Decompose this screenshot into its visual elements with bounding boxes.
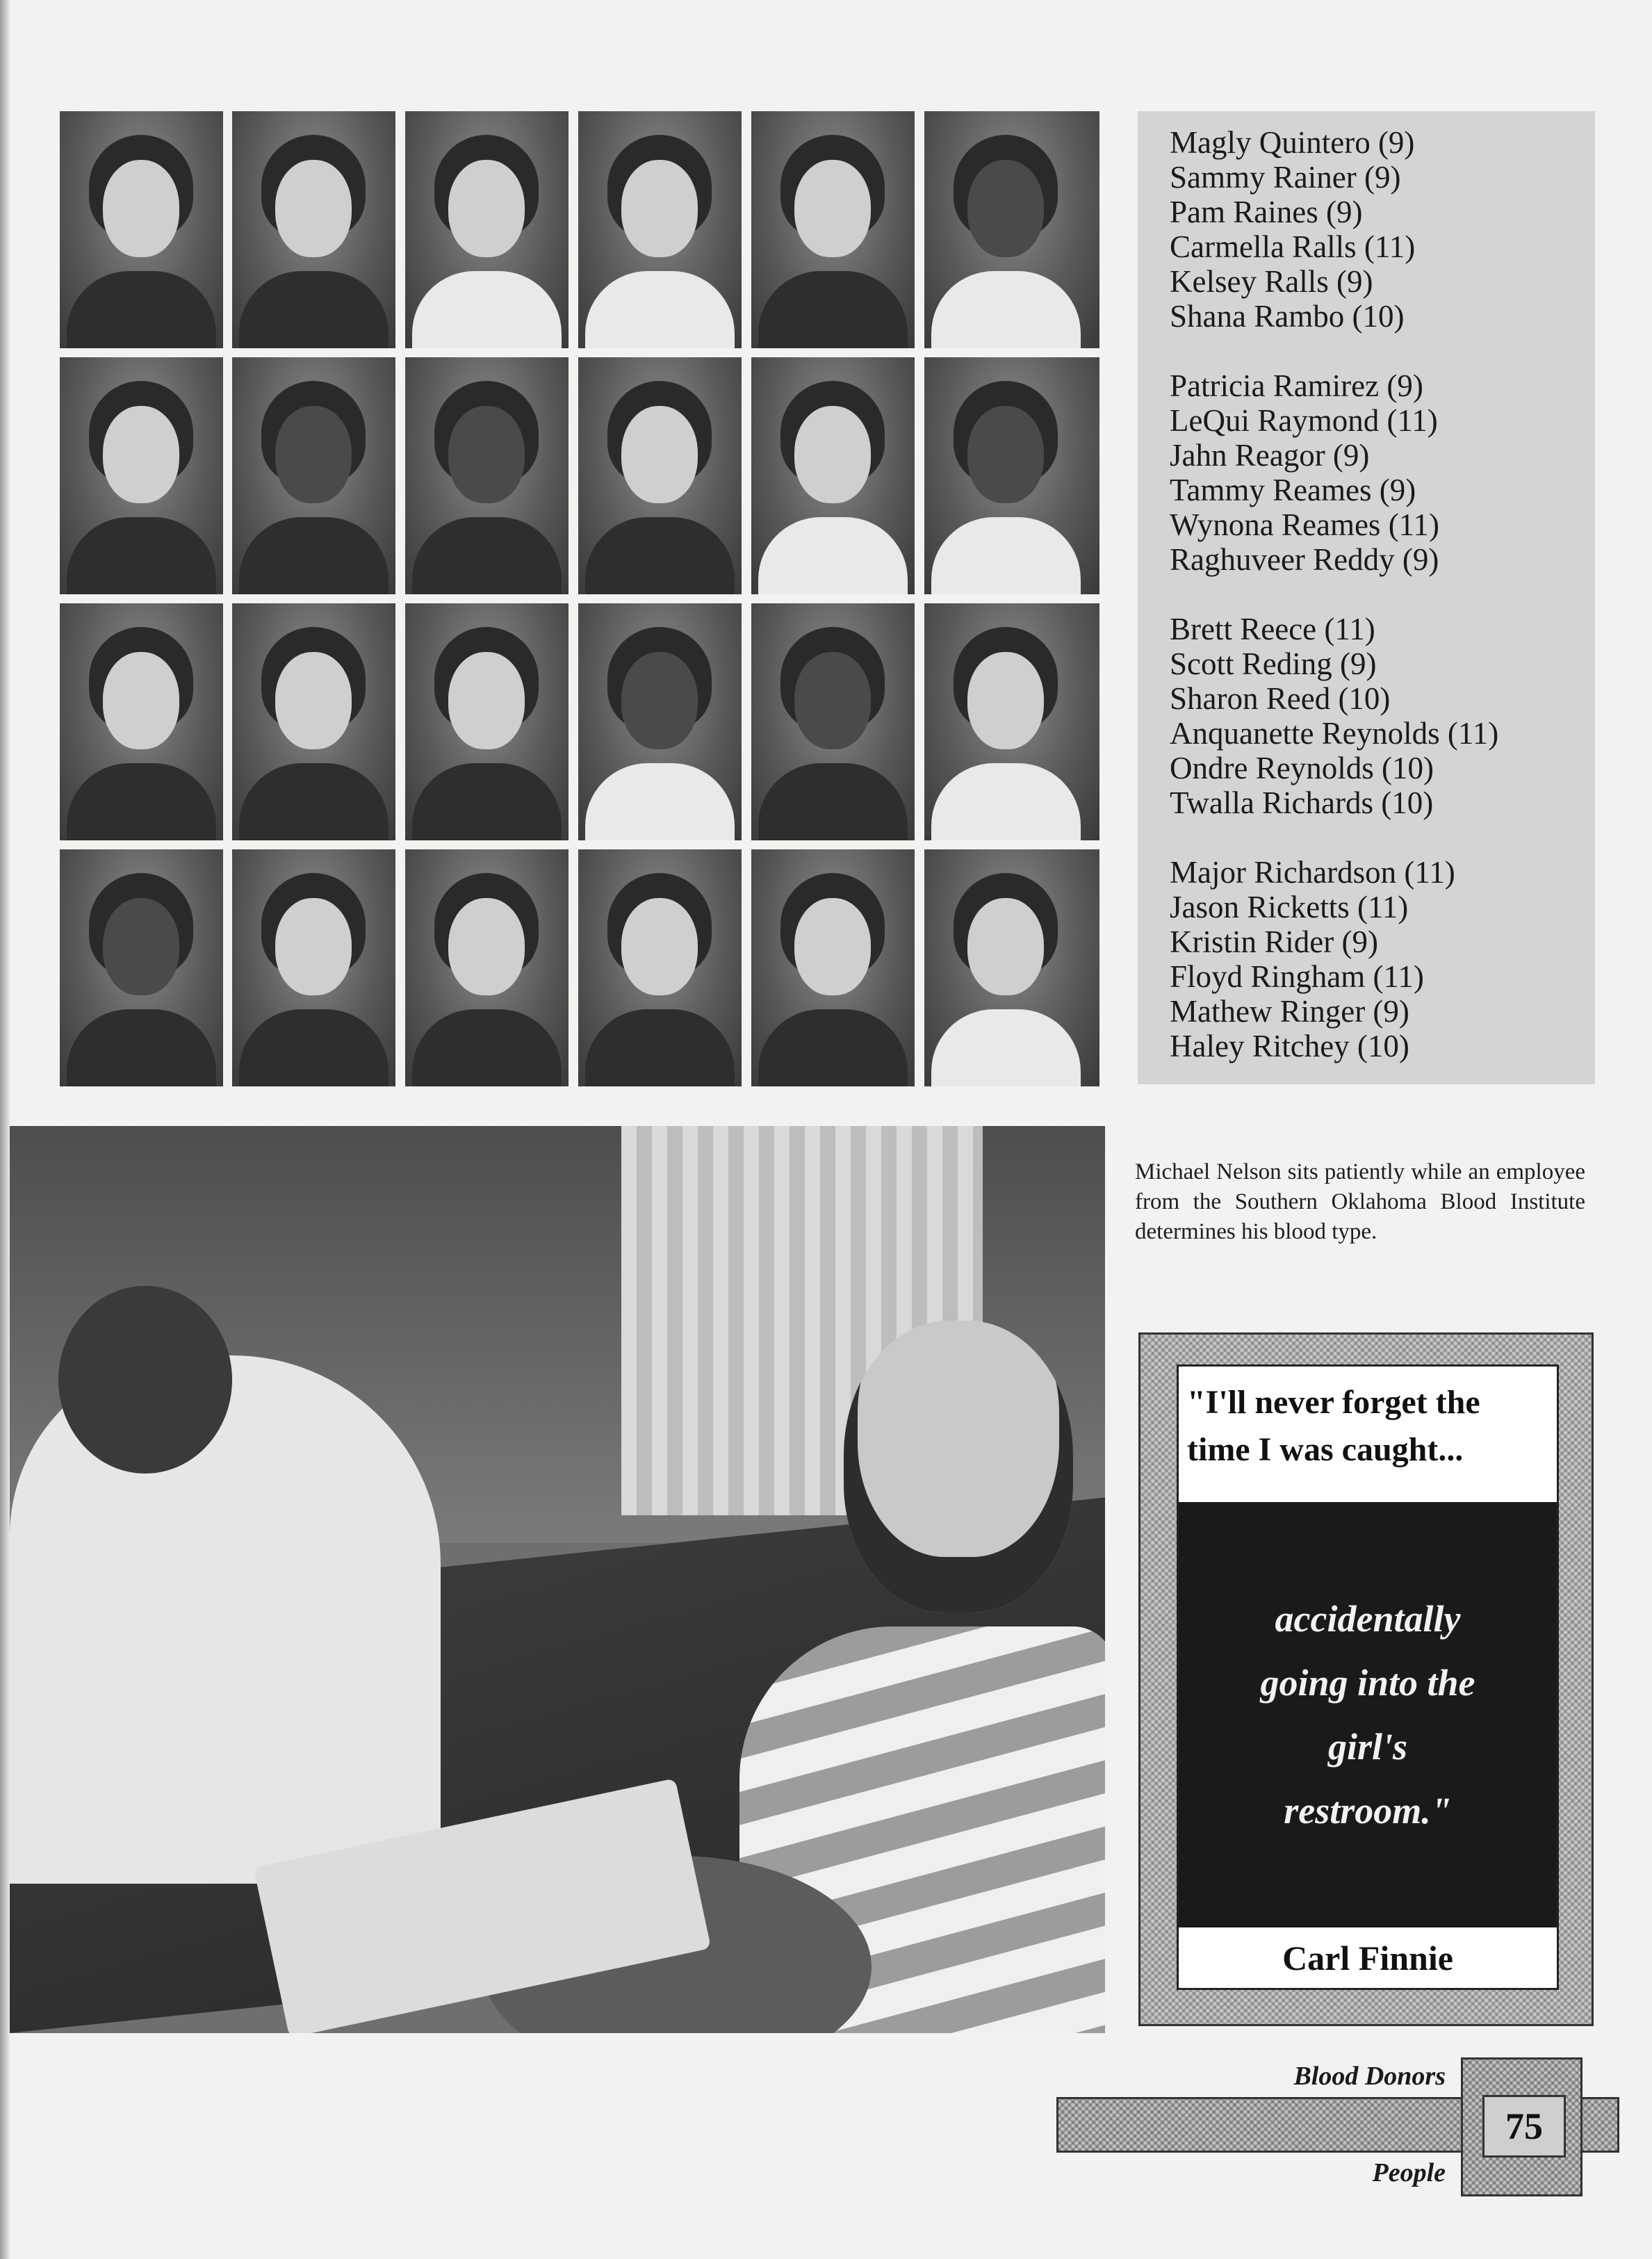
student-name: Carmella Ralls (11) bbox=[1170, 229, 1416, 264]
student-name: Kelsey Ralls (9) bbox=[1170, 264, 1373, 299]
student-name: Wynona Reames (11) bbox=[1170, 507, 1439, 542]
section-title: Blood Donors bbox=[1293, 2062, 1446, 2091]
names-group-4 bbox=[1170, 855, 1455, 1063]
student-name: LeQui Raymond (11) bbox=[1170, 403, 1438, 438]
portrait-photo bbox=[751, 849, 915, 1086]
portrait-grid bbox=[60, 111, 1102, 1088]
portrait-photo bbox=[578, 849, 742, 1086]
portrait-photo bbox=[924, 357, 1099, 594]
portrait-photo bbox=[578, 603, 742, 840]
portrait-photo bbox=[405, 603, 569, 840]
portrait-photo bbox=[60, 357, 223, 594]
portrait-photo bbox=[60, 849, 223, 1086]
section-subtitle: People bbox=[1372, 2158, 1446, 2187]
student-name: Brett Reece (11) bbox=[1170, 612, 1375, 646]
student-name: Pam Raines (9) bbox=[1170, 195, 1363, 229]
student-name: Sharon Reed (10) bbox=[1170, 681, 1391, 716]
student-name: Haley Ritchey (10) bbox=[1170, 1029, 1409, 1063]
names-panel bbox=[1138, 111, 1595, 1084]
names-group-2 bbox=[1170, 368, 1439, 577]
portrait-photo bbox=[578, 357, 742, 594]
portrait-photo bbox=[924, 603, 1099, 840]
student-name: Patricia Ramirez (9) bbox=[1170, 368, 1423, 403]
page-binding-edge bbox=[0, 0, 10, 2259]
photo-caption: Michael Nelson sits patiently while an employee from the Southern Oklahoma Blood Institute determines his blood type. bbox=[1135, 1159, 1585, 1244]
portrait-photo bbox=[60, 603, 223, 840]
student-name: Shana Rambo (10) bbox=[1170, 299, 1405, 334]
portrait-photo bbox=[60, 111, 223, 348]
portrait-photo bbox=[405, 357, 569, 594]
student-name: Twalla Richards (10) bbox=[1170, 785, 1434, 820]
quote-card bbox=[1177, 1364, 1559, 1990]
portrait-photo bbox=[232, 603, 395, 840]
student-name: Anquanette Reynolds (11) bbox=[1170, 716, 1499, 751]
student-name: Jason Ricketts (11) bbox=[1170, 890, 1409, 924]
portrait-photo bbox=[405, 111, 569, 348]
portrait-photo bbox=[405, 849, 569, 1086]
quote-body-panel bbox=[1179, 1502, 1557, 1927]
quote-author: Carl Finnie bbox=[1282, 1938, 1453, 1977]
student-name: Mathew Ringer (9) bbox=[1170, 994, 1409, 1029]
quote-body: accidentally going into the girl's restroom." bbox=[1260, 1598, 1475, 1832]
student-name: Kristin Rider (9) bbox=[1170, 924, 1378, 959]
quote-lead: "I'll never forget the time I was caught... bbox=[1187, 1384, 1480, 1468]
portrait-photo bbox=[924, 849, 1099, 1086]
page-number: 75 bbox=[1482, 2095, 1566, 2158]
portrait-photo bbox=[751, 357, 915, 594]
portrait-photo bbox=[232, 849, 395, 1086]
student-name: Raghuveer Reddy (9) bbox=[1170, 542, 1439, 577]
portrait-photo bbox=[751, 603, 915, 840]
portrait-photo bbox=[578, 111, 742, 348]
names-group-3 bbox=[1170, 612, 1498, 820]
student-name: Floyd Ringham (11) bbox=[1170, 959, 1424, 994]
quote-box bbox=[1138, 1332, 1594, 2026]
blood-donation-photo bbox=[10, 1126, 1105, 2033]
student-name: Tammy Reames (9) bbox=[1170, 473, 1416, 507]
student-name: Sammy Rainer (9) bbox=[1170, 160, 1401, 195]
student-name: Scott Reding (9) bbox=[1170, 646, 1377, 681]
portrait-photo bbox=[924, 111, 1099, 348]
student-name: Magly Quintero (9) bbox=[1170, 125, 1415, 160]
portrait-photo bbox=[232, 111, 395, 348]
student-name: Major Richardson (11) bbox=[1170, 855, 1455, 890]
student-name: Jahn Reagor (9) bbox=[1170, 438, 1370, 473]
portrait-photo bbox=[751, 111, 915, 348]
names-group-1 bbox=[1170, 125, 1415, 334]
student-name: Ondre Reynolds (10) bbox=[1170, 751, 1434, 785]
portrait-photo bbox=[232, 357, 395, 594]
